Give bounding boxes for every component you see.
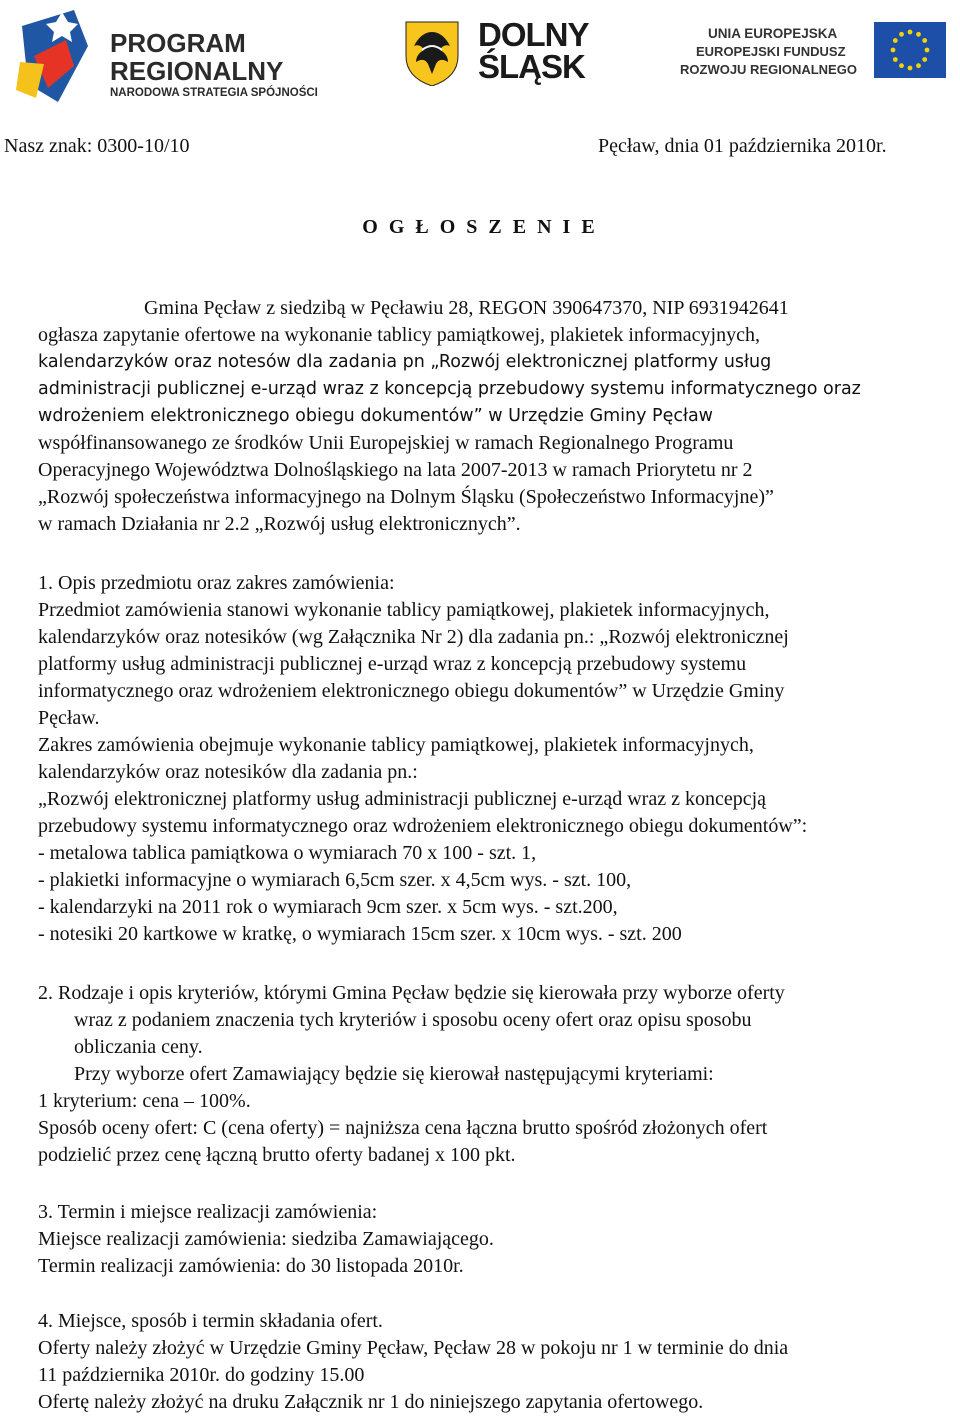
intro-line: kalendarzyków oraz notesów dla zadania pn „Rozwój elektronicznej platformy usług xyxy=(38,352,772,372)
program-regionalny-emblem-icon xyxy=(14,6,94,106)
section-2-line: podzielić przez cenę łączną brutto oferty badanej x 100 pkt. xyxy=(38,1144,516,1166)
section-3-line: Termin realizacji zamówienia: do 30 listopada 2010r. xyxy=(38,1255,464,1277)
list-item: - notesiki 20 kartkowe w kratkę, o wymiarach 15cm szer. x 10cm wys. - szt. 200 xyxy=(38,923,682,945)
intro-line: Operacyjnego Województwa Dolnośląskiego na lata 2007-2013 w ramach Priorytetu nr 2 xyxy=(38,459,753,481)
list-item: - metalowa tablica pamiątkowa o wymiarach 70 x 100 - szt. 1, xyxy=(38,842,537,864)
section-2-line: obliczania ceny. xyxy=(74,1036,203,1058)
coat-of-arms-icon xyxy=(404,20,460,86)
program-logo-text: REGIONALNY xyxy=(110,56,284,86)
section-1-line: kalendarzyków oraz notesików (wg Załącznika Nr 2) dla zadania pn.: „Rozwój elektronicznej xyxy=(38,626,789,648)
eu-fund-logo xyxy=(678,20,950,84)
section-2-line: 1 kryterium: cena – 100%. xyxy=(38,1090,251,1112)
intro-line: ogłasza zapytanie ofertowe na wykonanie tablicy pamiątkowej, plakietek informacyjnych, xyxy=(38,324,760,346)
section-4-line: Ofertę należy złożyć na druku Załącznik nr 1 do niniejszego zapytania ofertowego. xyxy=(38,1391,704,1413)
section-1-line: przebudowy systemu informatycznego oraz wdrożeniem elektronicznego obiegu dokumentów”: xyxy=(38,815,808,837)
section-4-heading: 4. Miejsce, sposób i termin składania ofert. xyxy=(38,1310,383,1332)
intro-line: Gmina Pęcław z siedzibą w Pęcławiu 28, REGON 390647370, NIP 6931942641 xyxy=(144,297,789,319)
document-title: O G Ł O S Z E N I E xyxy=(362,216,598,238)
section-3-line: Miejsce realizacji zamówienia: siedziba Zamawiającego. xyxy=(38,1228,494,1250)
eu-logo-text: EUROPEJSKI FUNDUSZ xyxy=(696,44,846,59)
list-item: - plakietki informacyjne o wymiarach 6,5cm szer. x 4,5cm wys. - szt. 100, xyxy=(38,869,632,891)
place-and-date: Pęcław, dnia 01 października 2010r. xyxy=(598,135,887,157)
section-1-line: Zakres zamówienia obejmuje wykonanie tablicy pamiątkowej, plakietek informacyjnych, xyxy=(38,734,754,756)
section-1-line: platformy usług administracji publicznej e-urząd wraz z koncepcją przebudowy systemu xyxy=(38,653,747,675)
section-1-line: Przedmiot zamówienia stanowi wykonanie tablicy pamiątkowej, plakietek informacyjnych, xyxy=(38,599,770,621)
intro-line: współfinansowanego ze środków Unii Europejskiej w ramach Regionalnego Programu xyxy=(38,432,734,454)
intro-line: „Rozwój społeczeństwa informacyjnego na Dolnym Śląsku (Społeczeństwo Informacyjne)” xyxy=(38,486,774,508)
section-1-heading: 1. Opis przedmiotu oraz zakres zamówienia: xyxy=(38,572,395,594)
section-4-line: Oferty należy złożyć w Urzędzie Gminy Pęcław, Pęcław 28 w pokoju nr 1 w terminie do dnia xyxy=(38,1337,789,1359)
intro-line: administracji publicznej e-urząd wraz z koncepcją przebudowy systemu informatycznego oraz xyxy=(38,379,861,399)
logo-header xyxy=(0,0,960,108)
section-4-line: 11 października 2010r. do godziny 15.00 xyxy=(38,1364,365,1386)
section-1-line: „Rozwój elektronicznej platformy usług administracji publicznej e-urząd wraz z koncepcją xyxy=(38,788,767,810)
program-logo-text: PROGRAM xyxy=(110,28,246,58)
intro-line: wdrożeniem elektronicznego obiegu dokumentów” w Urzędzie Gminy Pęcław xyxy=(38,406,713,426)
eu-flag-icon xyxy=(874,22,946,78)
section-1-line: informatycznego oraz wdrożeniem elektronicznego obiegu dokumentów” w Urzędzie Gminy xyxy=(38,680,785,702)
program-logo-subtitle: NARODOWA STRATEGIA SPÓJNOŚCI xyxy=(110,87,318,99)
eu-logo-text: ROZWOJU REGIONALNEGO xyxy=(680,62,857,77)
reference-number: Nasz znak: 0300-10/10 xyxy=(4,135,190,157)
section-2-line: wraz z podaniem znaczenia tych kryteriów i sposobu oceny ofert oraz opisu sposobu xyxy=(74,1009,752,1031)
intro-line: w ramach Działania nr 2.2 „Rozwój usług elektronicznych”. xyxy=(38,513,521,535)
program-regionalny-logo xyxy=(14,6,344,106)
section-2-heading: 2. Rodzaje i opis kryteriów, którymi Gmina Pęcław będzie się kierowała przy wyborze oferty xyxy=(38,982,785,1004)
dolny-slask-logo xyxy=(404,18,614,90)
section-2-line: Sposób oceny ofert: C (cena oferty) = najniższa cena łączna brutto spośród złożonych ofert xyxy=(38,1117,768,1139)
dolny-logo-text: DOLNY xyxy=(478,16,589,53)
section-1-line: Pęcław. xyxy=(38,707,100,729)
section-3-heading: 3. Termin i miejsce realizacji zamówienia: xyxy=(38,1201,378,1223)
section-1-line: kalendarzyków oraz notesików dla zadania pn.: xyxy=(38,761,418,783)
eu-logo-text: UNIA EUROPEJSKA xyxy=(708,26,838,41)
list-item: - kalendarzyki na 2011 rok o wymiarach 9cm szer. x 5cm wys. - szt.200, xyxy=(38,896,618,918)
section-2-line: Przy wyborze ofert Zamawiający będzie się kierował następującymi kryteriami: xyxy=(74,1063,714,1085)
slask-logo-text: ŚLĄSK xyxy=(478,48,585,85)
